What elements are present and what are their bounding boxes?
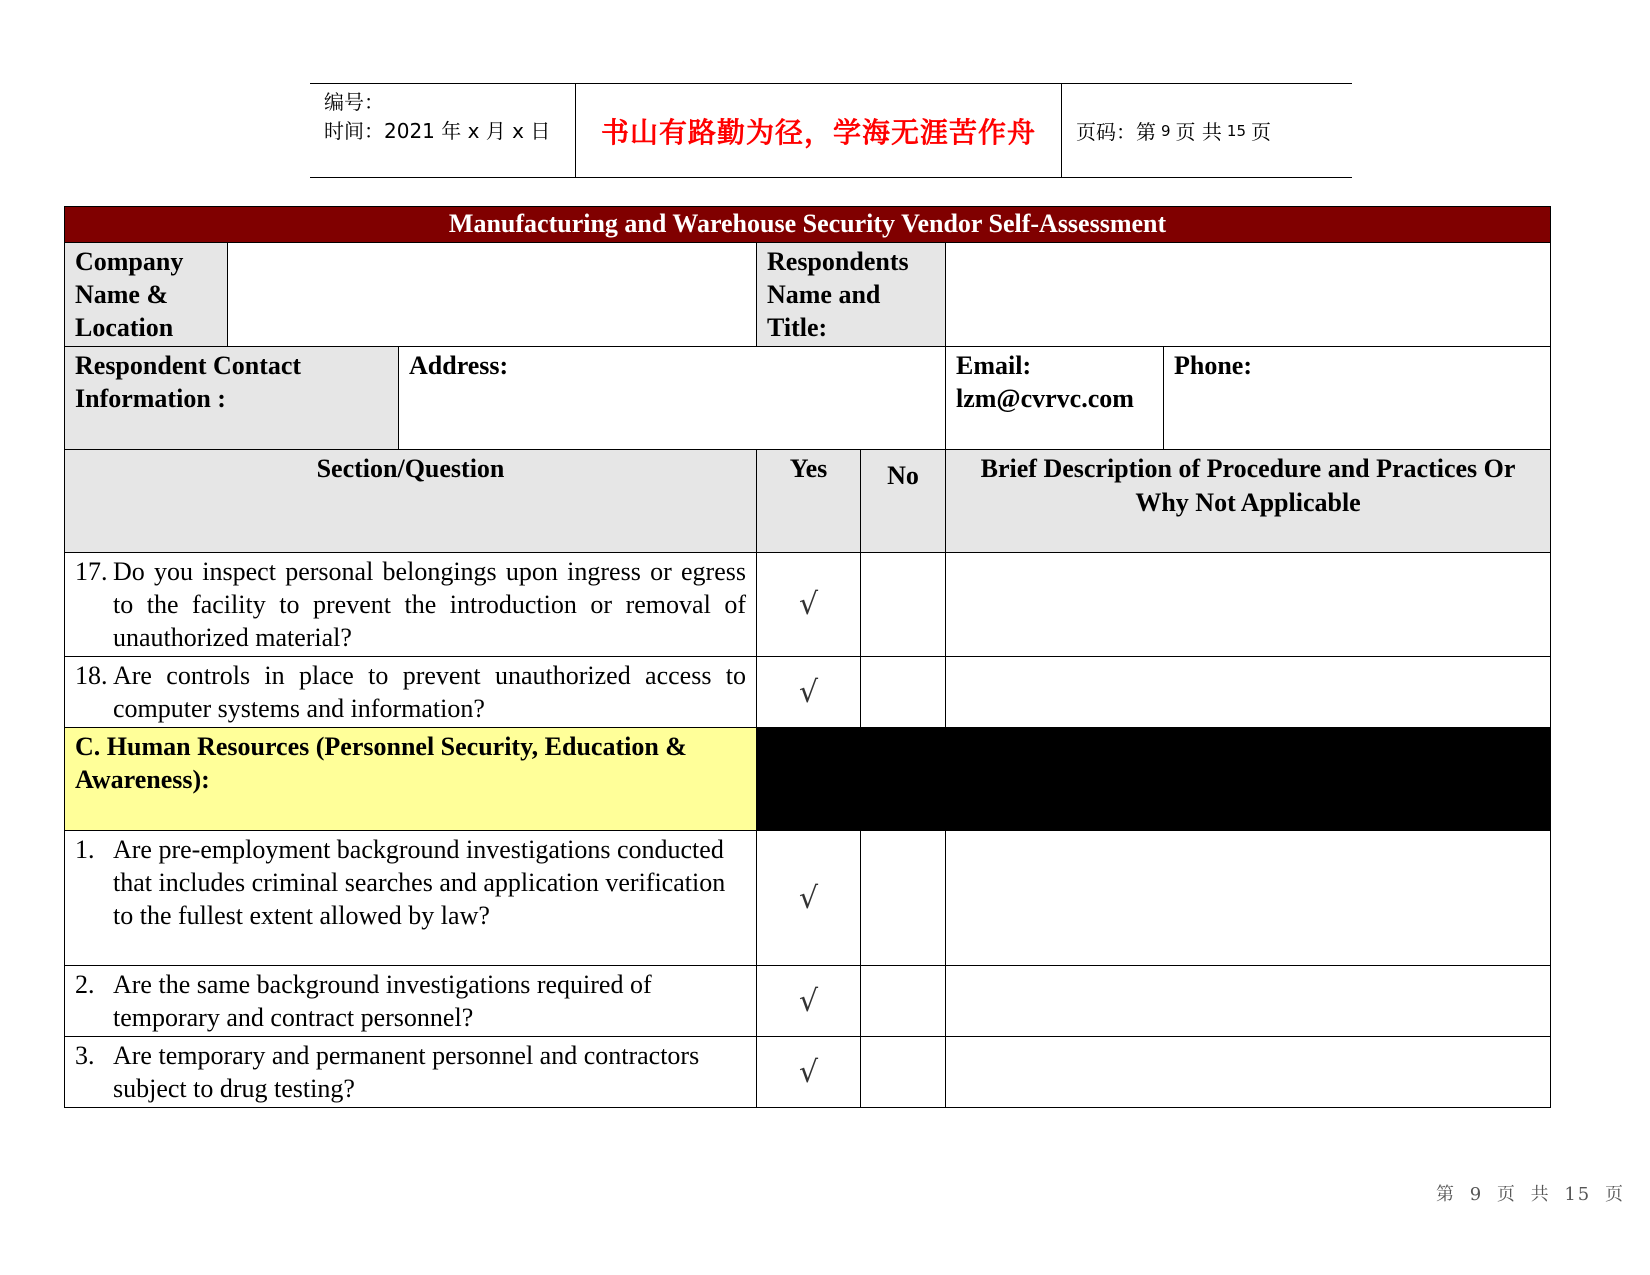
description-cell[interactable] <box>946 966 1551 1037</box>
phone-label: Phone: <box>1164 347 1551 450</box>
contact-label: Respondent Contact Information : <box>65 347 399 450</box>
column-header-row <box>65 450 1551 553</box>
description-cell[interactable] <box>946 831 1551 966</box>
page-total: 15 <box>1226 121 1246 140</box>
header-meta <box>310 84 575 177</box>
contact-row <box>65 347 1551 450</box>
header-page-number <box>1062 84 1352 177</box>
section-c-heading: C. Human Resources (Personnel Security, Education & Awareness): <box>65 728 757 831</box>
description-cell[interactable] <box>946 1037 1551 1108</box>
company-row <box>65 243 1551 347</box>
question-cell <box>65 657 757 728</box>
question-number: 17. <box>75 557 108 586</box>
question-text: Are pre-employment background investigations conducted that includes criminal searches and application verification to the fullest extent allowed by law? <box>113 835 726 930</box>
question-number: 18. <box>75 661 108 690</box>
col-no: No <box>861 450 946 553</box>
question-row <box>65 1037 1551 1108</box>
question-row <box>65 831 1551 966</box>
document-number-label: 编号： <box>324 90 384 114</box>
respondents-label: Respondents Name and Title: <box>757 243 946 347</box>
no-cell[interactable] <box>861 831 946 966</box>
company-label: Company Name & Location <box>65 243 228 347</box>
yes-checkmark[interactable]: √ <box>757 1037 861 1108</box>
question-row <box>65 553 1551 657</box>
question-text: Are controls in place to prevent unauthorized access to computer systems and information? <box>113 661 746 723</box>
page-suffix: 页 <box>1251 120 1271 144</box>
question-row <box>65 966 1551 1037</box>
description-cell[interactable] <box>946 553 1551 657</box>
respondents-value[interactable] <box>946 243 1551 347</box>
yes-checkmark[interactable]: √ <box>757 553 861 657</box>
no-cell[interactable] <box>861 966 946 1037</box>
table-title: Manufacturing and Warehouse Security Vendor Self-Assessment <box>65 207 1551 243</box>
email-label: Email: <box>956 351 1032 380</box>
question-number: 1. <box>75 835 95 864</box>
no-cell[interactable] <box>861 1037 946 1108</box>
col-section-question: Section/Question <box>65 450 757 553</box>
document-date: 时间：2021 年 x 月 x 日 <box>324 119 551 143</box>
yes-checkmark[interactable]: √ <box>757 966 861 1037</box>
header-motto: 书山有路勤为径，学海无涯苦作舟 <box>575 84 1062 177</box>
page-mid: 页 共 <box>1175 120 1222 144</box>
address-label: Address: <box>399 347 946 450</box>
section-row <box>65 728 1551 831</box>
question-number: 2. <box>75 970 95 999</box>
page-current: 9 <box>1161 121 1171 140</box>
description-cell[interactable] <box>946 657 1551 728</box>
page-prefix: 页码：第 <box>1076 120 1156 144</box>
question-text: Are the same background investigations required of temporary and contract personnel? <box>113 970 652 1032</box>
title-row <box>65 207 1551 243</box>
question-text: Do you inspect personal belongings upon ingress or egress to the facility to prevent the introduction or removal of unauthorized material? <box>113 557 746 652</box>
question-cell <box>65 553 757 657</box>
question-cell <box>65 966 757 1037</box>
question-number: 3. <box>75 1041 95 1070</box>
col-description: Brief Description of Procedure and Practices Or Why Not Applicable <box>946 450 1551 553</box>
email-value: lzm@cvrvc.com <box>956 384 1134 413</box>
no-cell[interactable] <box>861 657 946 728</box>
yes-checkmark[interactable]: √ <box>757 831 861 966</box>
page-footer: 第 9 页 共 15 页 <box>1436 1184 1625 1205</box>
question-cell <box>65 1037 757 1108</box>
question-cell <box>65 831 757 966</box>
page-header <box>310 83 1352 178</box>
yes-checkmark[interactable]: √ <box>757 657 861 728</box>
no-cell[interactable] <box>861 553 946 657</box>
company-value[interactable] <box>228 243 757 347</box>
assessment-table <box>64 206 1551 1108</box>
section-blackout <box>757 728 1551 831</box>
col-yes: Yes <box>757 450 861 553</box>
email-cell <box>946 347 1164 450</box>
question-row <box>65 657 1551 728</box>
question-text: Are temporary and permanent personnel and contractors subject to drug testing? <box>113 1041 700 1103</box>
